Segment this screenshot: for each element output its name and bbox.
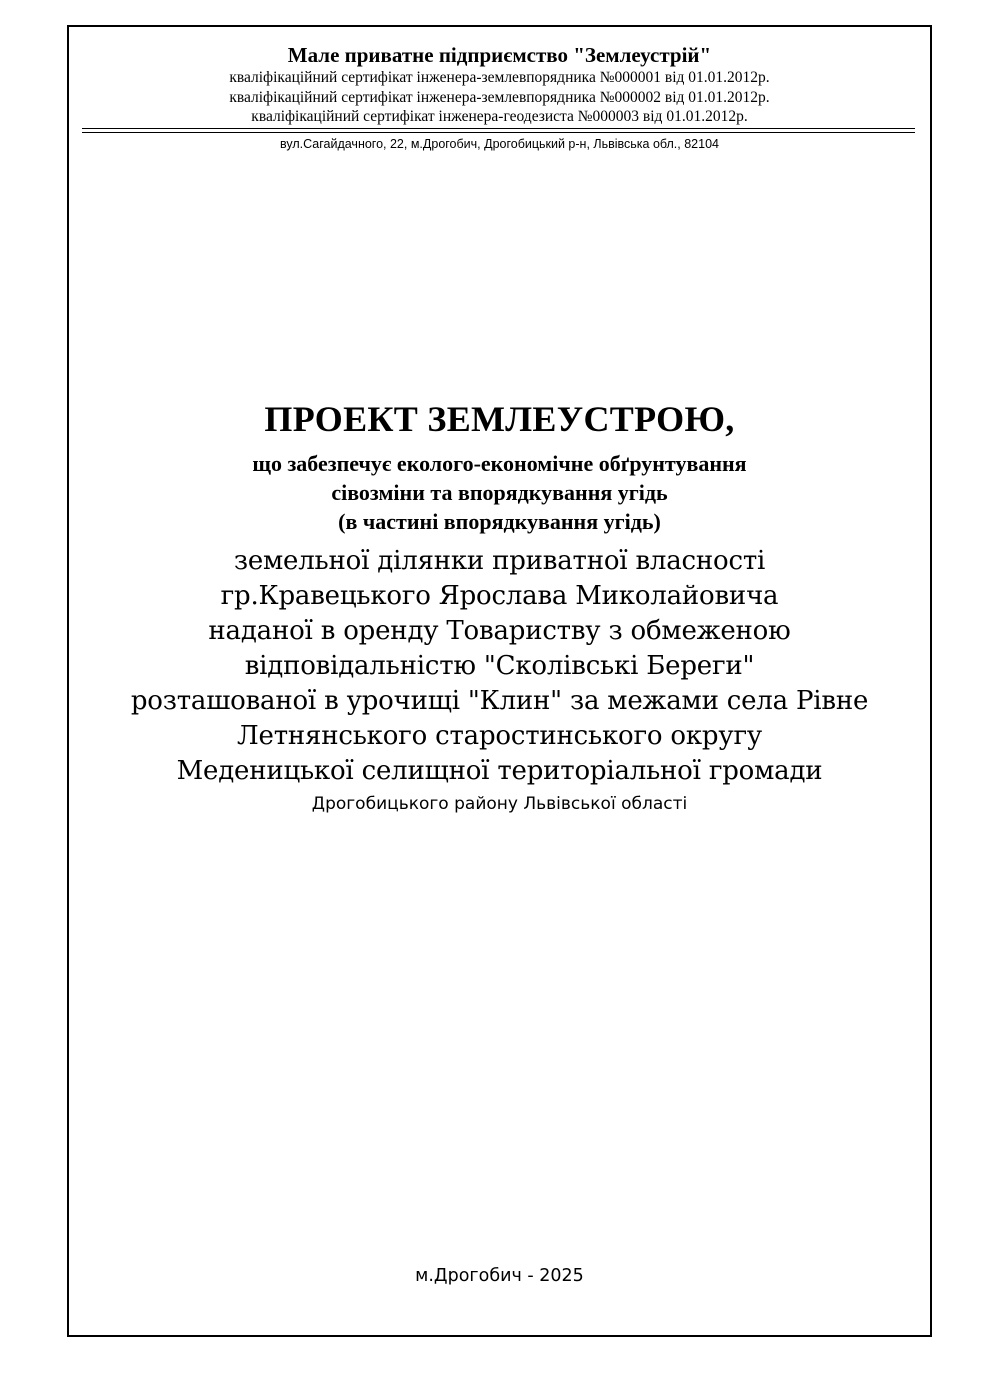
company-address: вул.Сагайдачного, 22, м.Дрогобич, Дрогобицький р-н, Львівська обл., 82104 [280, 137, 719, 151]
subtitle-line: що забезпечує еколого-економічне обґрунтування [252, 451, 747, 476]
document-title: ПРОЕКТ ЗЕМЛЕУСТРОЮ, [264, 399, 735, 439]
description-line: розташованої в урочищі "Клин" за межами села Рівне [130, 686, 869, 716]
description-line: Летнянського старостинського округу [237, 721, 762, 751]
divider-line [82, 132, 915, 133]
region-line: Дрогобицького району Львівської області [311, 794, 688, 814]
subtitle-line: сівозміни та впорядкування угідь [331, 480, 668, 505]
description-line: відповідальністю "Сколівські Береги" [244, 651, 755, 681]
letterhead [67, 42, 932, 127]
certificate-line: кваліфікаційний сертифікат інженера-землевпорядника №000001 від 01.01.2012р. [229, 69, 770, 86]
description-line: земельної ділянки приватної власності [233, 546, 766, 576]
letterhead-divider [82, 128, 915, 133]
divider-line [82, 128, 915, 129]
description-line: Меденицької селищної територіальної громади [176, 756, 823, 786]
description-line: гр.Кравецького Ярослава Миколайовича [220, 581, 779, 611]
certificate-line: кваліфікаційний сертифікат інженера-землевпорядника №000002 від 01.01.2012р. [229, 88, 770, 106]
company-name: Мале приватне підприємство "Землеустрій" [287, 43, 712, 67]
description-line: наданої в оренду Товариству з обмеженою [208, 616, 791, 646]
certificate-line: кваліфікаційний сертифікат інженера-геодезиста №000003 від 01.01.2012р. [251, 108, 748, 125]
document-title-block [67, 395, 932, 816]
subtitle-line: (в частині впорядкування угідь) [338, 509, 661, 534]
place-and-year: м.Дрогобич - 2025 [415, 1266, 584, 1286]
